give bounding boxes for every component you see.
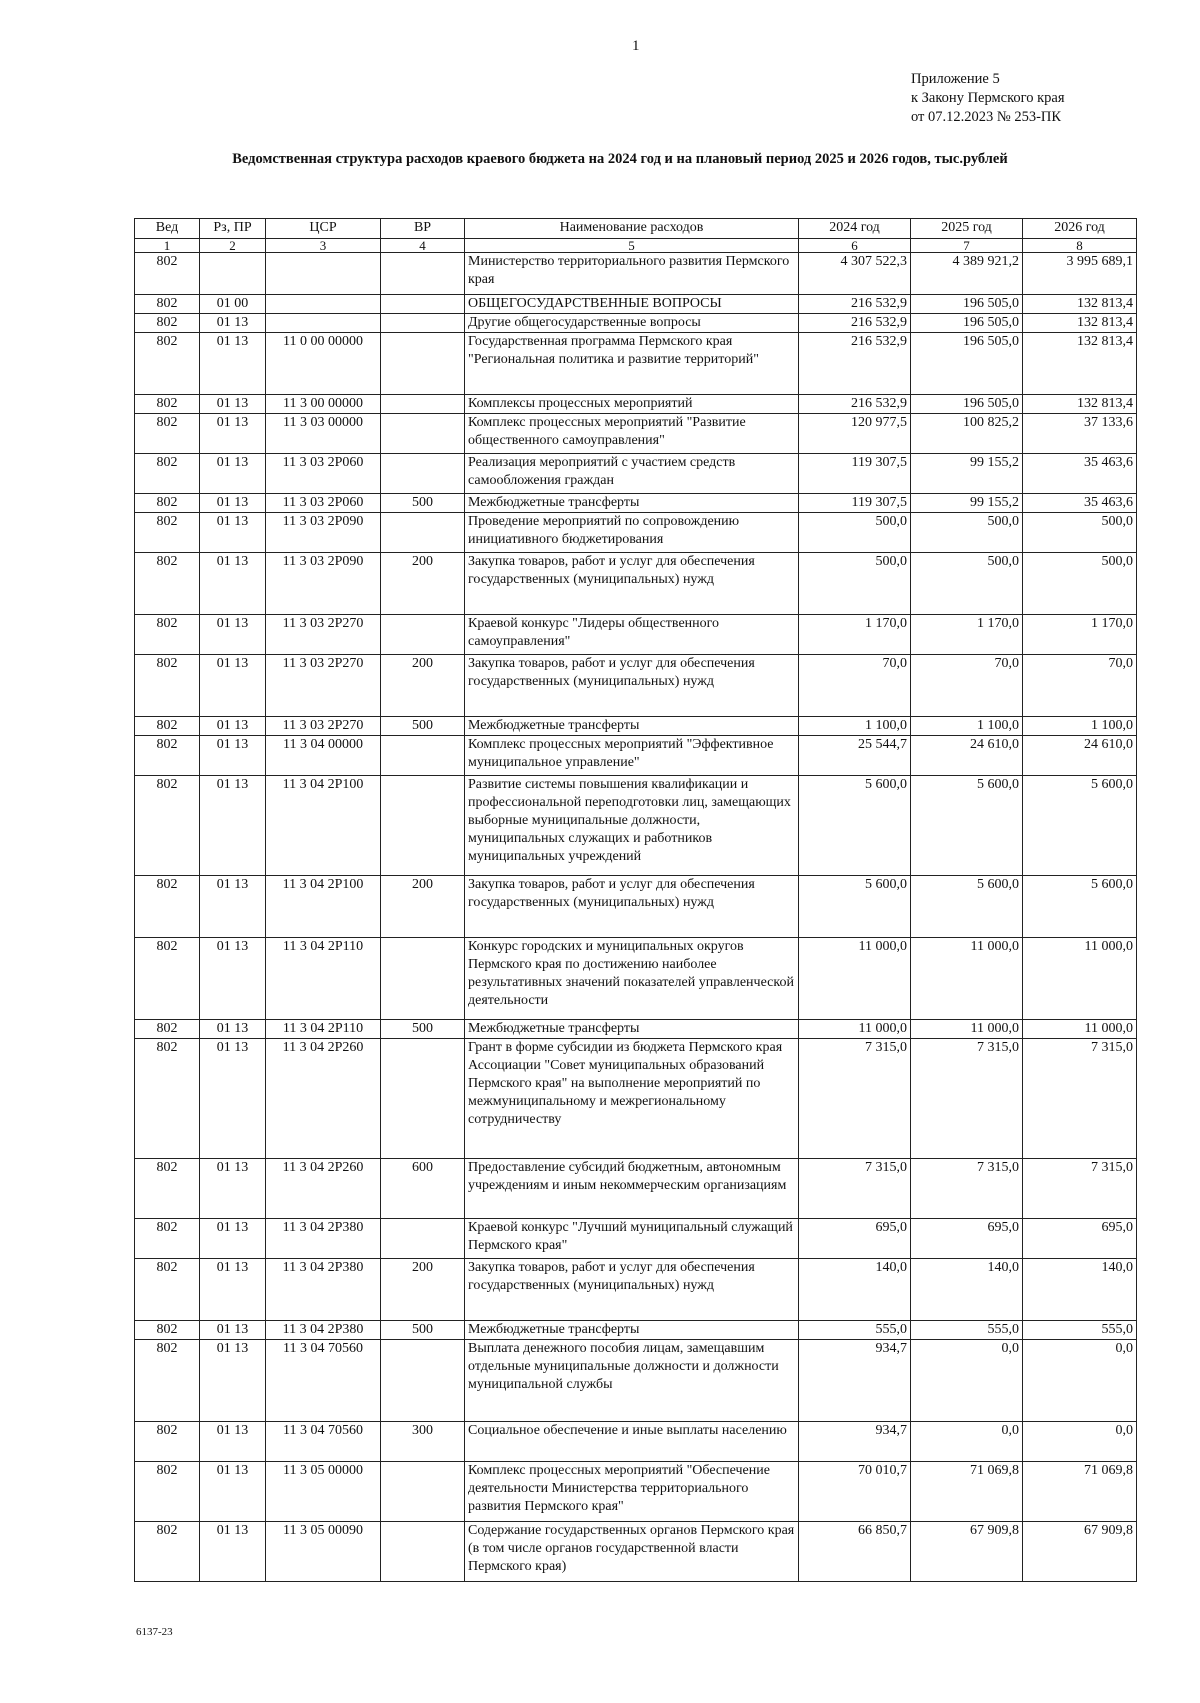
table-row <box>135 1159 1137 1219</box>
cell-amount-2025: 0,0 <box>911 1340 1023 1422</box>
cell-expense-name: Закупка товаров, работ и услуг для обеспечения государственных (муниципальных) нужд <box>465 553 799 615</box>
budget-table <box>134 218 1137 1582</box>
cell-amount-2025: 5 600,0 <box>911 776 1023 876</box>
cell-ved: 802 <box>135 736 200 776</box>
cell-ved: 802 <box>135 1219 200 1259</box>
cell-amount-2026: 70,0 <box>1023 655 1137 717</box>
cell-expense-name: Межбюджетные трансферты <box>465 717 799 736</box>
cell-rz-pr: 01 13 <box>200 395 266 414</box>
table-row <box>135 454 1137 494</box>
appendix-line: от 07.12.2023 № 253-ПК <box>911 109 1062 125</box>
table-row <box>135 1422 1137 1462</box>
cell-amount-2024: 70,0 <box>799 655 911 717</box>
cell-expense-name: Закупка товаров, работ и услуг для обеспечения государственных (муниципальных) нужд <box>465 876 799 938</box>
cell-vr <box>381 1462 465 1522</box>
cell-csr: 11 3 03 2P090 <box>266 553 381 615</box>
cell-amount-2026: 1 100,0 <box>1023 717 1137 736</box>
cell-expense-name: Министерство территориального развития Пермского края <box>465 253 799 295</box>
cell-csr: 11 3 04 2P260 <box>266 1159 381 1219</box>
cell-csr: 11 3 04 00000 <box>266 736 381 776</box>
cell-expense-name: Проведение мероприятий по сопровождению инициативного бюджетирования <box>465 513 799 553</box>
header-2024: 2024 год <box>799 219 911 239</box>
cell-vr: 500 <box>381 717 465 736</box>
cell-vr: 300 <box>381 1422 465 1462</box>
cell-amount-2024: 695,0 <box>799 1219 911 1259</box>
appendix-line: Приложение 5 <box>911 71 1000 87</box>
cell-expense-name: Межбюджетные трансферты <box>465 1020 799 1039</box>
header-vr: ВР <box>381 219 465 239</box>
cell-amount-2025: 196 505,0 <box>911 295 1023 314</box>
table-row <box>135 1321 1137 1340</box>
table-row <box>135 333 1137 395</box>
cell-expense-name: Закупка товаров, работ и услуг для обеспечения государственных (муниципальных) нужд <box>465 1259 799 1321</box>
cell-vr <box>381 253 465 295</box>
cell-ved: 802 <box>135 717 200 736</box>
cell-ved: 802 <box>135 333 200 395</box>
column-number: 1 <box>135 239 200 253</box>
table-row <box>135 513 1137 553</box>
cell-amount-2024: 7 315,0 <box>799 1039 911 1159</box>
cell-ved: 802 <box>135 395 200 414</box>
cell-ved: 802 <box>135 295 200 314</box>
cell-ved: 802 <box>135 253 200 295</box>
cell-rz-pr: 01 13 <box>200 736 266 776</box>
cell-expense-name: Комплексы процессных мероприятий <box>465 395 799 414</box>
header-ved: Вед <box>135 219 200 239</box>
table-row <box>135 1522 1137 1582</box>
cell-expense-name: Межбюджетные трансферты <box>465 494 799 513</box>
cell-amount-2025: 11 000,0 <box>911 938 1023 1020</box>
header-expense-name: Наименование расходов <box>465 219 799 239</box>
column-number: 7 <box>911 239 1023 253</box>
cell-expense-name: Другие общегосударственные вопросы <box>465 314 799 333</box>
cell-rz-pr: 01 13 <box>200 1422 266 1462</box>
cell-rz-pr: 01 13 <box>200 1259 266 1321</box>
cell-amount-2025: 67 909,8 <box>911 1522 1023 1582</box>
cell-rz-pr: 01 13 <box>200 314 266 333</box>
cell-vr: 200 <box>381 876 465 938</box>
cell-vr <box>381 776 465 876</box>
cell-amount-2026: 35 463,6 <box>1023 454 1137 494</box>
cell-ved: 802 <box>135 513 200 553</box>
cell-amount-2024: 216 532,9 <box>799 395 911 414</box>
cell-amount-2024: 500,0 <box>799 513 911 553</box>
column-number-row <box>135 239 1137 253</box>
cell-expense-name: Краевой конкурс "Лучший муниципальный служащий Пермского края" <box>465 1219 799 1259</box>
cell-expense-name: Развитие системы повышения квалификации и профессиональной переподготовки лиц, замещающих выборные муниципальные должности, муниципальных служащих и работников муниципальных учреждений <box>465 776 799 876</box>
cell-csr <box>266 253 381 295</box>
cell-vr: 600 <box>381 1159 465 1219</box>
cell-expense-name: Краевой конкурс "Лидеры общественного самоуправления" <box>465 615 799 655</box>
table-row <box>135 615 1137 655</box>
cell-expense-name: Реализация мероприятий с участием средств самообложения граждан <box>465 454 799 494</box>
cell-vr <box>381 1522 465 1582</box>
cell-amount-2025: 555,0 <box>911 1321 1023 1340</box>
cell-vr <box>381 395 465 414</box>
cell-amount-2025: 1 170,0 <box>911 615 1023 655</box>
cell-amount-2026: 7 315,0 <box>1023 1159 1137 1219</box>
cell-amount-2024: 119 307,5 <box>799 494 911 513</box>
table-row <box>135 253 1137 295</box>
cell-amount-2024: 5 600,0 <box>799 776 911 876</box>
table-row <box>135 494 1137 513</box>
cell-csr: 11 3 05 00000 <box>266 1462 381 1522</box>
cell-vr: 500 <box>381 1321 465 1340</box>
cell-vr: 200 <box>381 553 465 615</box>
cell-amount-2024: 11 000,0 <box>799 938 911 1020</box>
cell-rz-pr: 01 13 <box>200 494 266 513</box>
cell-amount-2025: 99 155,2 <box>911 494 1023 513</box>
cell-vr <box>381 938 465 1020</box>
column-number: 3 <box>266 239 381 253</box>
cell-ved: 802 <box>135 1020 200 1039</box>
cell-expense-name: Межбюджетные трансферты <box>465 1321 799 1340</box>
cell-ved: 802 <box>135 454 200 494</box>
cell-amount-2026: 5 600,0 <box>1023 876 1137 938</box>
cell-rz-pr: 01 13 <box>200 1522 266 1582</box>
cell-amount-2025: 695,0 <box>911 1219 1023 1259</box>
cell-rz-pr: 01 13 <box>200 1219 266 1259</box>
cell-amount-2025: 196 505,0 <box>911 333 1023 395</box>
cell-amount-2025: 0,0 <box>911 1422 1023 1462</box>
cell-amount-2024: 216 532,9 <box>799 295 911 314</box>
cell-expense-name: Социальное обеспечение и иные выплаты населению <box>465 1422 799 1462</box>
cell-ved: 802 <box>135 414 200 454</box>
cell-csr: 11 3 04 2P260 <box>266 1039 381 1159</box>
cell-ved: 802 <box>135 494 200 513</box>
table-row <box>135 395 1137 414</box>
cell-csr: 11 3 03 2P060 <box>266 494 381 513</box>
cell-rz-pr: 01 13 <box>200 1020 266 1039</box>
cell-amount-2026: 132 813,4 <box>1023 295 1137 314</box>
cell-vr: 200 <box>381 655 465 717</box>
cell-amount-2026: 5 600,0 <box>1023 776 1137 876</box>
cell-csr: 11 3 04 2P380 <box>266 1259 381 1321</box>
cell-amount-2025: 500,0 <box>911 553 1023 615</box>
cell-amount-2025: 500,0 <box>911 513 1023 553</box>
cell-amount-2026: 71 069,8 <box>1023 1462 1137 1522</box>
table-header-row <box>135 219 1137 239</box>
cell-amount-2024: 70 010,7 <box>799 1462 911 1522</box>
cell-csr: 11 3 03 2P270 <box>266 615 381 655</box>
cell-ved: 802 <box>135 615 200 655</box>
header-2026: 2026 год <box>1023 219 1137 239</box>
cell-rz-pr: 01 13 <box>200 414 266 454</box>
cell-amount-2024: 5 600,0 <box>799 876 911 938</box>
header-rz-pr: Рз, ПР <box>200 219 266 239</box>
cell-rz-pr: 01 13 <box>200 454 266 494</box>
cell-ved: 802 <box>135 1259 200 1321</box>
table-row <box>135 876 1137 938</box>
footer-document-code: 6137-23 <box>136 1626 173 1638</box>
cell-vr <box>381 333 465 395</box>
cell-amount-2026: 140,0 <box>1023 1259 1137 1321</box>
cell-amount-2025: 70,0 <box>911 655 1023 717</box>
cell-csr: 11 3 04 2P100 <box>266 776 381 876</box>
cell-amount-2024: 11 000,0 <box>799 1020 911 1039</box>
cell-csr: 11 3 03 2P060 <box>266 454 381 494</box>
cell-rz-pr: 01 13 <box>200 1039 266 1159</box>
cell-csr: 11 3 04 2P380 <box>266 1321 381 1340</box>
cell-rz-pr: 01 13 <box>200 655 266 717</box>
header-csr: ЦСР <box>266 219 381 239</box>
cell-rz-pr: 01 13 <box>200 776 266 876</box>
cell-amount-2025: 4 389 921,2 <box>911 253 1023 295</box>
cell-amount-2024: 7 315,0 <box>799 1159 911 1219</box>
column-number: 5 <box>465 239 799 253</box>
cell-rz-pr <box>200 253 266 295</box>
cell-ved: 802 <box>135 1462 200 1522</box>
cell-rz-pr: 01 13 <box>200 1159 266 1219</box>
cell-expense-name: Закупка товаров, работ и услуг для обеспечения государственных (муниципальных) нужд <box>465 655 799 717</box>
cell-amount-2024: 1 170,0 <box>799 615 911 655</box>
cell-rz-pr: 01 13 <box>200 333 266 395</box>
cell-amount-2024: 934,7 <box>799 1340 911 1422</box>
cell-vr <box>381 513 465 553</box>
cell-ved: 802 <box>135 776 200 876</box>
table-row <box>135 776 1137 876</box>
cell-expense-name: ОБЩЕГОСУДАРСТВЕННЫЕ ВОПРОСЫ <box>465 295 799 314</box>
cell-ved: 802 <box>135 1039 200 1159</box>
cell-amount-2025: 196 505,0 <box>911 395 1023 414</box>
cell-vr <box>381 1340 465 1422</box>
cell-amount-2026: 1 170,0 <box>1023 615 1137 655</box>
cell-expense-name: Комплекс процессных мероприятий "Эффективное муниципальное управление" <box>465 736 799 776</box>
table-row <box>135 314 1137 333</box>
cell-csr: 11 3 05 00090 <box>266 1522 381 1582</box>
cell-amount-2026: 3 995 689,1 <box>1023 253 1137 295</box>
cell-expense-name: Государственная программа Пермского края "Региональная политика и развитие территорий" <box>465 333 799 395</box>
cell-amount-2024: 140,0 <box>799 1259 911 1321</box>
cell-amount-2026: 24 610,0 <box>1023 736 1137 776</box>
cell-csr: 11 3 03 2P270 <box>266 655 381 717</box>
column-number: 2 <box>200 239 266 253</box>
cell-amount-2026: 132 813,4 <box>1023 333 1137 395</box>
cell-rz-pr: 01 13 <box>200 553 266 615</box>
cell-amount-2025: 11 000,0 <box>911 1020 1023 1039</box>
cell-vr <box>381 1039 465 1159</box>
cell-amount-2024: 216 532,9 <box>799 333 911 395</box>
cell-amount-2026: 11 000,0 <box>1023 1020 1137 1039</box>
cell-rz-pr: 01 13 <box>200 513 266 553</box>
cell-amount-2024: 216 532,9 <box>799 314 911 333</box>
cell-amount-2024: 66 850,7 <box>799 1522 911 1582</box>
table-row <box>135 1219 1137 1259</box>
cell-amount-2024: 500,0 <box>799 553 911 615</box>
cell-vr <box>381 615 465 655</box>
cell-amount-2024: 934,7 <box>799 1422 911 1462</box>
column-number: 8 <box>1023 239 1137 253</box>
cell-amount-2026: 0,0 <box>1023 1422 1137 1462</box>
cell-csr: 11 3 00 00000 <box>266 395 381 414</box>
cell-amount-2026: 132 813,4 <box>1023 395 1137 414</box>
table-row <box>135 938 1137 1020</box>
cell-csr: 11 3 04 2P380 <box>266 1219 381 1259</box>
cell-amount-2024: 555,0 <box>799 1321 911 1340</box>
cell-csr: 11 3 03 2P270 <box>266 717 381 736</box>
cell-rz-pr: 01 13 <box>200 876 266 938</box>
cell-csr: 11 3 04 2P110 <box>266 1020 381 1039</box>
cell-vr <box>381 314 465 333</box>
cell-amount-2026: 37 133,6 <box>1023 414 1137 454</box>
table-row <box>135 1462 1137 1522</box>
cell-amount-2026: 35 463,6 <box>1023 494 1137 513</box>
cell-vr <box>381 454 465 494</box>
cell-csr: 11 3 04 2P100 <box>266 876 381 938</box>
cell-amount-2025: 1 100,0 <box>911 717 1023 736</box>
table-row <box>135 655 1137 717</box>
cell-expense-name: Выплата денежного пособия лицам, замещавшим отдельные муниципальные должности и должности муниципальной службы <box>465 1340 799 1422</box>
cell-ved: 802 <box>135 553 200 615</box>
cell-ved: 802 <box>135 1422 200 1462</box>
cell-amount-2026: 555,0 <box>1023 1321 1137 1340</box>
cell-amount-2026: 11 000,0 <box>1023 938 1137 1020</box>
table-row <box>135 1340 1137 1422</box>
table-row <box>135 717 1137 736</box>
table-row <box>135 414 1137 454</box>
column-number: 4 <box>381 239 465 253</box>
cell-amount-2026: 695,0 <box>1023 1219 1137 1259</box>
cell-csr: 11 0 00 00000 <box>266 333 381 395</box>
cell-expense-name: Конкурс городских и муниципальных округов Пермского края по достижению наиболее результативных значений показателей управленческой деятельности <box>465 938 799 1020</box>
cell-vr <box>381 736 465 776</box>
appendix-reference <box>911 70 1065 127</box>
cell-amount-2024: 4 307 522,3 <box>799 253 911 295</box>
cell-rz-pr: 01 13 <box>200 615 266 655</box>
cell-csr: 11 3 03 2P090 <box>266 513 381 553</box>
document-title: Ведомственная структура расходов краевого бюджета на 2024 год и на плановый период 2025 и 2026 годов, тыс.рублей <box>232 151 1008 167</box>
cell-amount-2025: 99 155,2 <box>911 454 1023 494</box>
cell-amount-2026: 500,0 <box>1023 513 1137 553</box>
cell-rz-pr: 01 13 <box>200 717 266 736</box>
cell-amount-2026: 67 909,8 <box>1023 1522 1137 1582</box>
cell-amount-2026: 7 315,0 <box>1023 1039 1137 1159</box>
cell-rz-pr: 01 13 <box>200 1321 266 1340</box>
cell-ved: 802 <box>135 1159 200 1219</box>
cell-rz-pr: 01 13 <box>200 938 266 1020</box>
cell-amount-2025: 7 315,0 <box>911 1159 1023 1219</box>
cell-expense-name: Содержание государственных органов Пермского края (в том числе органов государственной власти Пермского края) <box>465 1522 799 1582</box>
page-number: 1 <box>632 38 640 54</box>
cell-vr: 500 <box>381 1020 465 1039</box>
cell-vr <box>381 414 465 454</box>
cell-vr: 500 <box>381 494 465 513</box>
table-row <box>135 295 1137 314</box>
cell-csr: 11 3 04 70560 <box>266 1422 381 1462</box>
table-row <box>135 1259 1137 1321</box>
cell-amount-2026: 0,0 <box>1023 1340 1137 1422</box>
cell-ved: 802 <box>135 938 200 1020</box>
cell-ved: 802 <box>135 1340 200 1422</box>
appendix-line: к Закону Пермского края <box>911 90 1065 106</box>
cell-rz-pr: 01 00 <box>200 295 266 314</box>
cell-ved: 802 <box>135 1321 200 1340</box>
cell-expense-name: Комплекс процессных мероприятий "Развитие общественного самоуправления" <box>465 414 799 454</box>
cell-amount-2025: 100 825,2 <box>911 414 1023 454</box>
table-row <box>135 736 1137 776</box>
cell-vr: 200 <box>381 1259 465 1321</box>
cell-amount-2024: 1 100,0 <box>799 717 911 736</box>
cell-amount-2025: 140,0 <box>911 1259 1023 1321</box>
cell-amount-2026: 132 813,4 <box>1023 314 1137 333</box>
cell-vr <box>381 295 465 314</box>
cell-rz-pr: 01 13 <box>200 1340 266 1422</box>
cell-ved: 802 <box>135 1522 200 1582</box>
cell-amount-2024: 119 307,5 <box>799 454 911 494</box>
cell-csr <box>266 295 381 314</box>
table-row <box>135 1020 1137 1039</box>
cell-csr: 11 3 04 70560 <box>266 1340 381 1422</box>
cell-expense-name: Предоставление субсидий бюджетным, автономным учреждениям и иным некоммерческим организациям <box>465 1159 799 1219</box>
cell-amount-2024: 25 544,7 <box>799 736 911 776</box>
column-number: 6 <box>799 239 911 253</box>
cell-expense-name: Грант в форме субсидии из бюджета Пермского края Ассоциации "Совет муниципальных образований Пермского края" на выполнение мероприятий по межмуниципальному и межрегиональному сотрудничеству <box>465 1039 799 1159</box>
cell-csr: 11 3 04 2P110 <box>266 938 381 1020</box>
cell-amount-2025: 196 505,0 <box>911 314 1023 333</box>
table-row <box>135 553 1137 615</box>
cell-ved: 802 <box>135 655 200 717</box>
cell-ved: 802 <box>135 876 200 938</box>
cell-csr <box>266 314 381 333</box>
cell-ved: 802 <box>135 314 200 333</box>
cell-csr: 11 3 03 00000 <box>266 414 381 454</box>
table-row <box>135 1039 1137 1159</box>
cell-vr <box>381 1219 465 1259</box>
cell-amount-2025: 24 610,0 <box>911 736 1023 776</box>
cell-amount-2025: 5 600,0 <box>911 876 1023 938</box>
cell-expense-name: Комплекс процессных мероприятий "Обеспечение деятельности Министерства территориального развития Пермского края" <box>465 1462 799 1522</box>
cell-rz-pr: 01 13 <box>200 1462 266 1522</box>
header-2025: 2025 год <box>911 219 1023 239</box>
cell-amount-2024: 120 977,5 <box>799 414 911 454</box>
cell-amount-2025: 7 315,0 <box>911 1039 1023 1159</box>
cell-amount-2025: 71 069,8 <box>911 1462 1023 1522</box>
cell-amount-2026: 500,0 <box>1023 553 1137 615</box>
